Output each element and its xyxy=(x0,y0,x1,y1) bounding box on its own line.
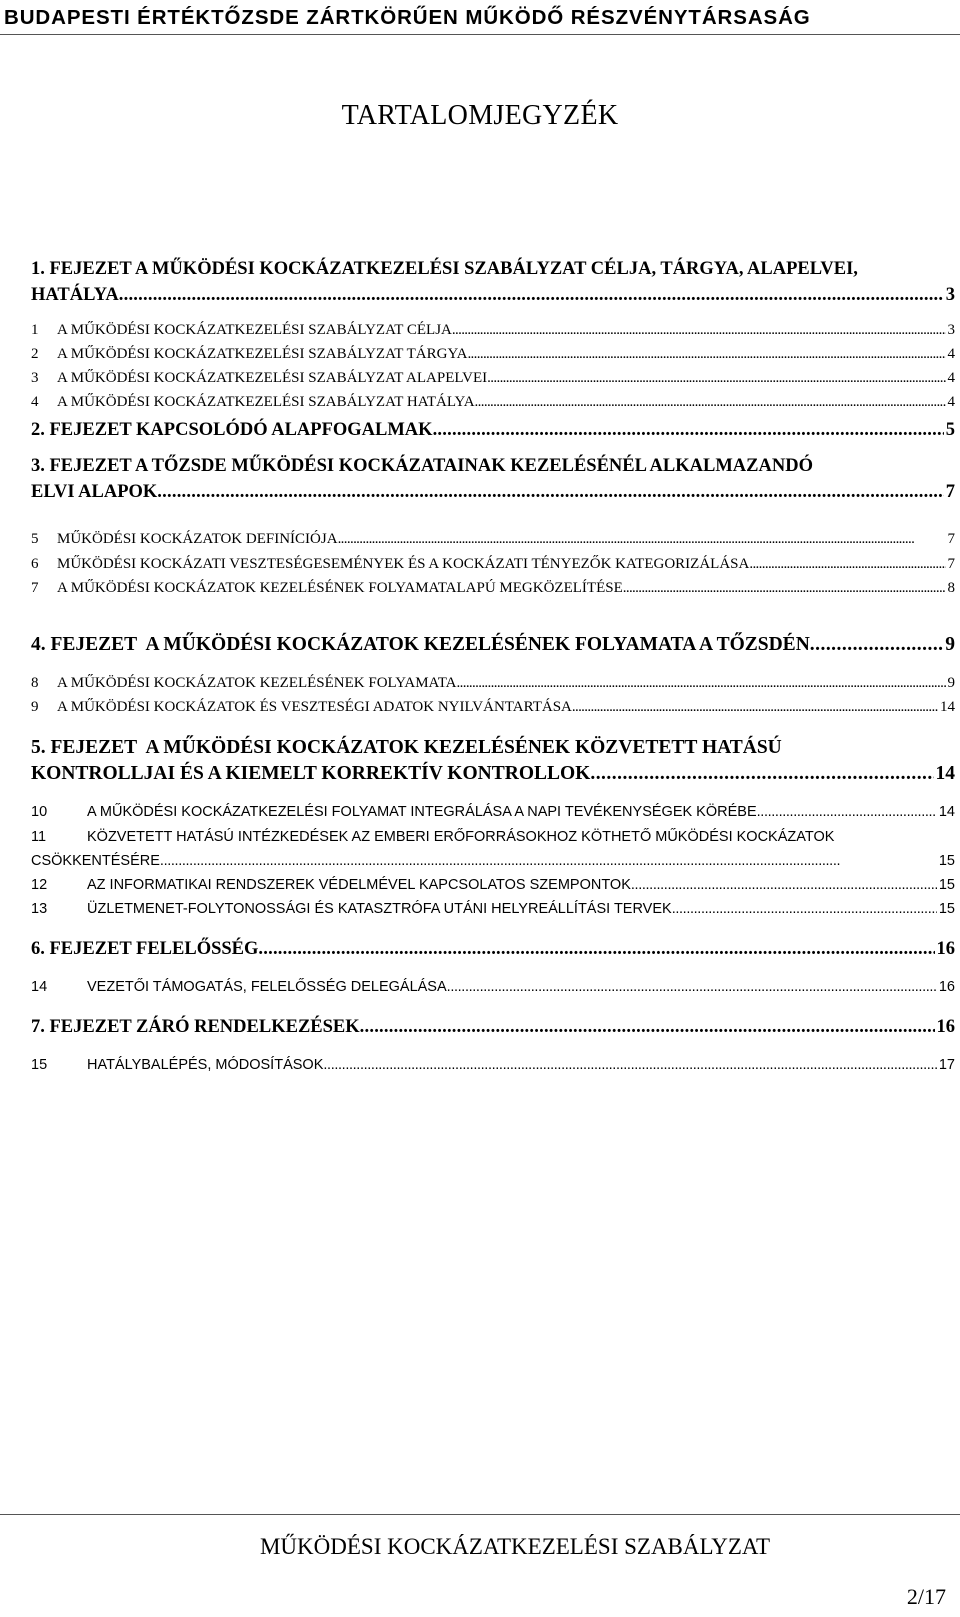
toc-section-page: 7 xyxy=(947,531,955,547)
toc-section-number: 9 xyxy=(31,699,39,715)
toc-chapter-6-page: 16 xyxy=(936,939,955,959)
toc-chapter-3-title-line2: ELVI ALAPOK xyxy=(31,482,158,502)
toc-chapter-3[interactable] xyxy=(31,453,955,505)
page-number: 2/17 xyxy=(906,1584,946,1609)
toc-section-title: HATÁLYBALÉPÉS, MÓDOSÍTÁSOK xyxy=(87,1057,324,1073)
toc-section-title-line2: CSÖKKENTÉSÉRE xyxy=(31,853,160,869)
toc-section-page: 8 xyxy=(947,580,955,596)
dot-leader xyxy=(810,632,943,658)
dot-leader xyxy=(338,527,946,551)
toc-section-title: A MŰKÖDÉSI KOCKÁZATKEZELÉSI SZABÁLYZAT CÉLJA xyxy=(57,322,452,338)
toc-section-number: 7 xyxy=(31,580,39,596)
toc-section-1[interactable] xyxy=(31,318,955,342)
toc-section-3[interactable] xyxy=(31,366,955,390)
toc-section-number: 8 xyxy=(31,675,39,691)
footer-divider xyxy=(0,1514,960,1515)
dot-leader xyxy=(452,318,946,342)
toc-chapter-7[interactable] xyxy=(31,1014,955,1040)
dot-leader xyxy=(487,366,945,390)
toc-chapter-2-page: 5 xyxy=(945,420,955,440)
toc-section-title: A MŰKÖDÉSI KOCKÁZATOK KEZELÉSÉNEK FOLYAMATALAPÚ MEGKÖZELÍTÉSE xyxy=(57,580,623,596)
dot-leader xyxy=(623,576,946,600)
toc-section-7[interactable] xyxy=(31,576,955,600)
toc-section-number: 6 xyxy=(31,556,39,572)
dot-leader xyxy=(757,800,937,824)
toc-chapter-7-page: 16 xyxy=(936,1017,955,1037)
toc-chapter-1-title-line2: HATÁLYA xyxy=(31,285,119,305)
toc-section-page: 14 xyxy=(938,804,955,820)
toc-section-page: 14 xyxy=(940,699,955,715)
toc-section-number: 1 xyxy=(31,322,39,338)
toc-chapter-2-title: 2. FEJEZET KAPCSOLÓDÓ ALAPFOGALMAK xyxy=(31,420,433,440)
toc-section-9[interactable] xyxy=(31,695,955,719)
toc-chapter-1-title-line1: 1. FEJEZET A MŰKÖDÉSI KOCKÁZATKEZELÉSI SZABÁLYZAT CÉLJA, TÁRGYA, ALAPELVEI, xyxy=(31,259,858,279)
toc-section-title: ÜZLETMENET-FOLYTONOSSÁGI ÉS KATASZTRÓFA UTÁNI HELYREÁLLÍTÁSI TERVEK xyxy=(87,901,672,917)
toc-section-8[interactable] xyxy=(31,671,955,695)
toc-section-page: 7 xyxy=(947,556,955,572)
toc-section-4[interactable] xyxy=(31,390,955,414)
toc-chapter-3-page: 7 xyxy=(945,482,955,502)
toc-section-2[interactable] xyxy=(31,342,955,366)
dot-leader xyxy=(119,282,944,308)
toc-section-number: 2 xyxy=(31,346,39,362)
toc-chapter-1[interactable] xyxy=(31,256,955,308)
header-divider xyxy=(0,34,960,35)
toc-section-11[interactable] xyxy=(31,825,955,873)
toc-chapter-1-page: 3 xyxy=(945,285,955,305)
toc-section-title-line1: KÖZVETETT HATÁSÚ INTÉZKEDÉSEK AZ EMBERI ERŐFORRÁSOKHOZ KÖTHETŐ MŰKÖDÉSI KOCKÁZATOK xyxy=(87,829,835,845)
toc-section-page: 15 xyxy=(938,853,955,869)
toc-chapter-5-title-line2: KONTROLLJAI ÉS A KIEMELT KORREKTÍV KONTROLLOK xyxy=(31,763,591,784)
toc-chapter-5-page: 14 xyxy=(935,763,955,784)
toc-section-title: A MŰKÖDÉSI KOCKÁZATOK ÉS VESZTESÉGI ADATOK NYILVÁNTARTÁSA xyxy=(57,699,572,715)
toc-section-title: A MŰKÖDÉSI KOCKÁZATKEZELÉSI SZABÁLYZAT ALAPELVEI xyxy=(57,370,488,386)
dot-leader xyxy=(323,1053,936,1077)
toc-section-page: 3 xyxy=(947,322,955,338)
dot-leader xyxy=(749,552,945,576)
toc-chapter-4-page: 9 xyxy=(945,634,955,655)
dot-leader xyxy=(157,479,943,505)
toc-title: TARTALOMJEGYZÉK xyxy=(341,100,619,131)
toc-section-14[interactable] xyxy=(31,975,955,999)
toc-section-6[interactable] xyxy=(31,552,955,576)
toc-section-13[interactable] xyxy=(31,897,955,921)
dot-leader xyxy=(631,873,937,897)
dot-leader xyxy=(457,671,946,695)
toc-section-title: A MŰKÖDÉSI KOCKÁZATKEZELÉSI SZABÁLYZAT HATÁLYA xyxy=(57,394,475,410)
toc-chapter-4[interactable] xyxy=(31,632,955,658)
toc-section-page: 16 xyxy=(938,979,955,995)
toc-section-12[interactable] xyxy=(31,873,955,897)
toc-section-number: 15 xyxy=(31,1057,48,1073)
toc-section-10[interactable] xyxy=(31,800,955,824)
toc-chapter-5-title-line1: 5. FEJEZET A MŰKÖDÉSI KOCKÁZATOK KEZELÉSÉNEK KÖZVETETT HATÁSÚ xyxy=(31,737,782,758)
toc-section-number: 5 xyxy=(31,531,39,547)
toc-section-number: 4 xyxy=(31,394,39,410)
dot-leader xyxy=(360,1014,935,1040)
toc-section-title: A MŰKÖDÉSI KOCKÁZATKEZELÉSI FOLYAMAT INTEGRÁLÁSA A NAPI TEVÉKENYSÉGEK KÖRÉBE xyxy=(87,804,757,820)
toc-section-title: A MŰKÖDÉSI KOCKÁZATKEZELÉSI SZABÁLYZAT TÁRGYA xyxy=(57,346,468,362)
toc-section-title: AZ INFORMATIKAI RENDSZEREK VÉDELMÉVEL KAPCSOLATOS SZEMPONTOK xyxy=(87,877,631,893)
toc-chapter-7-title: 7. FEJEZET ZÁRÓ RENDELKEZÉSEK xyxy=(31,1017,360,1037)
toc-section-title: A MŰKÖDÉSI KOCKÁZATOK KEZELÉSÉNEK FOLYAMATA xyxy=(57,675,457,691)
dot-leader xyxy=(447,975,937,999)
dot-leader xyxy=(467,342,945,366)
document-header: BUDAPESTI ÉRTÉKTŐZSDE ZÁRTKÖRŰEN MŰKÖDŐ RÉSZVÉNYTÁRSASÁG xyxy=(4,6,811,29)
dot-leader xyxy=(590,761,933,787)
toc-chapter-6-title: 6. FEJEZET FELELŐSSÉG xyxy=(31,939,259,959)
toc-chapter-6[interactable] xyxy=(31,936,955,962)
toc-section-page: 15 xyxy=(938,877,955,893)
footer-document-title: MŰKÖDÉSI KOCKÁZATKEZELÉSI SZABÁLYZAT xyxy=(259,1534,771,1559)
toc-section-title: VEZETŐI TÁMOGATÁS, FELELŐSSÉG DELEGÁLÁSA xyxy=(87,979,447,995)
toc-section-number: 11 xyxy=(31,829,47,845)
toc-section-number: 13 xyxy=(31,901,48,917)
toc-section-page: 15 xyxy=(938,901,955,917)
toc-section-page: 17 xyxy=(938,1057,955,1073)
toc-section-5[interactable] xyxy=(31,527,955,551)
toc-section-number: 10 xyxy=(31,804,48,820)
toc-chapter-3-title-line1: 3. FEJEZET A TŐZSDE MŰKÖDÉSI KOCKÁZATAINAK KEZELÉSÉNÉL ALKALMAZANDÓ xyxy=(31,456,813,476)
toc-section-page: 4 xyxy=(947,370,955,386)
dot-leader xyxy=(258,936,934,962)
toc-section-page: 9 xyxy=(947,675,955,691)
dot-leader xyxy=(160,849,937,873)
dot-leader xyxy=(572,695,938,719)
toc-section-number: 3 xyxy=(31,370,39,386)
dot-leader xyxy=(433,417,944,443)
toc-section-title: MŰKÖDÉSI KOCKÁZATI VESZTESÉGESEMÉNYEK ÉS A KOCKÁZATI TÉNYEZŐK KATEGORIZÁLÁSA xyxy=(57,556,750,572)
toc-section-page: 4 xyxy=(947,346,955,362)
toc-section-15[interactable] xyxy=(31,1053,955,1077)
toc-chapter-2[interactable] xyxy=(31,417,955,443)
toc-section-number: 12 xyxy=(31,877,48,893)
toc-section-number: 14 xyxy=(31,979,48,995)
dot-leader xyxy=(475,390,946,414)
toc-section-title: MŰKÖDÉSI KOCKÁZATOK DEFINÍCIÓJA xyxy=(57,531,338,547)
toc-chapter-5[interactable] xyxy=(31,735,955,787)
toc-chapter-4-title: 4. FEJEZET A MŰKÖDÉSI KOCKÁZATOK KEZELÉSÉNEK FOLYAMATA A TŐZSDÉN xyxy=(31,634,810,655)
dot-leader xyxy=(672,897,937,921)
toc-section-page: 4 xyxy=(947,394,955,410)
